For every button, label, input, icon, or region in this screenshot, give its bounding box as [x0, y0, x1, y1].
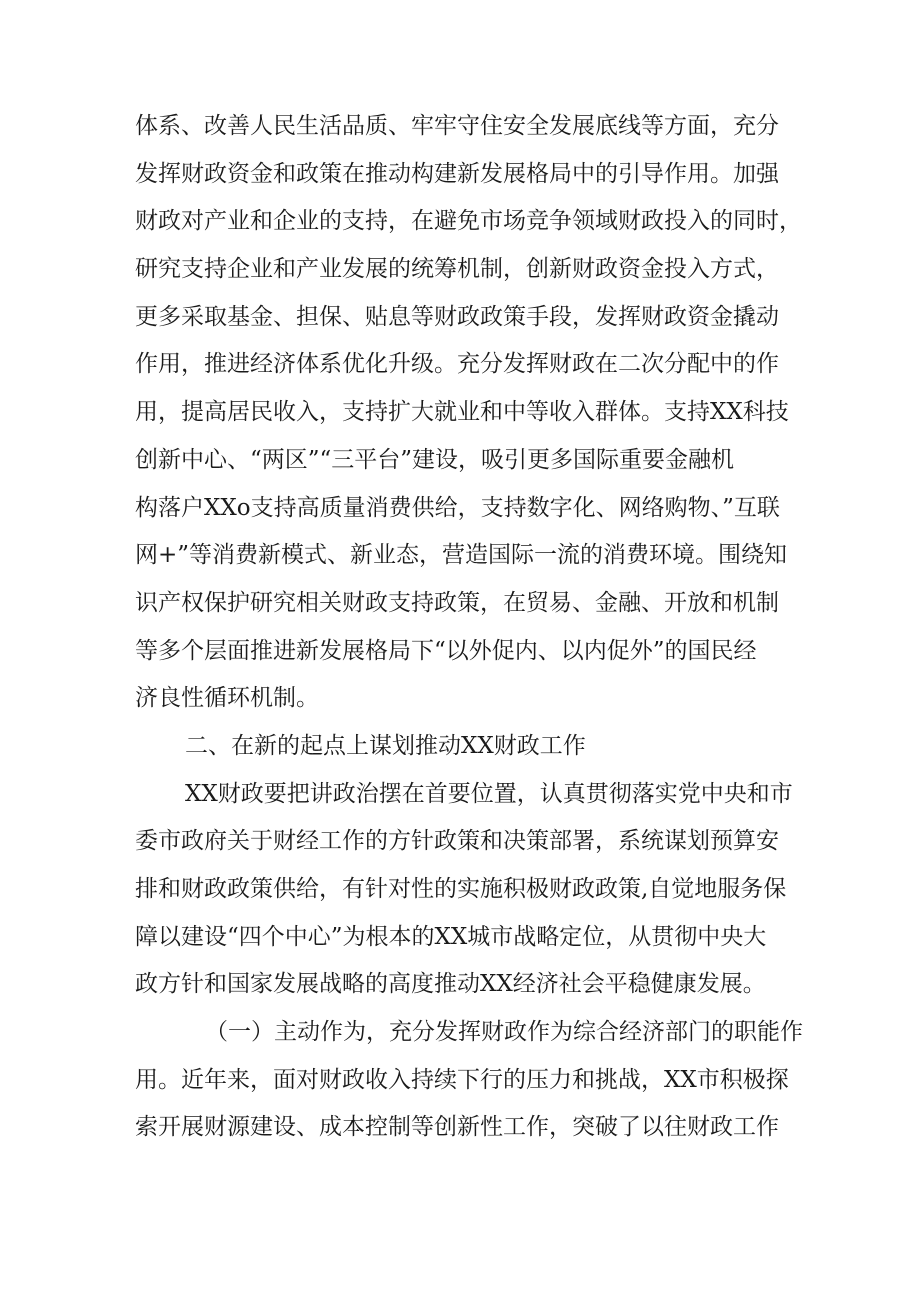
paragraph-line: 创新中心、“两区”“三平台”建设，吸引更多国际重要金融机: [135, 446, 735, 473]
paragraph-line: 识产权保护研究相关财政支持政策，在贸易、金融、开放和机制: [135, 589, 779, 616]
section-heading: 二、在新的起点上谋划推动XX财政工作: [185, 732, 586, 759]
paragraph-line: 更多采取基金、担保、贴息等财政政策手段，发挥财政资金撬动: [135, 303, 779, 330]
paragraph-line: XX财政要把讲政治摆在首要位置，认真贯彻落实党中央和市: [185, 780, 793, 807]
subsection-heading: （一）主动作为，充分发挥财政作为综合经济部门的职能作: [205, 1019, 803, 1046]
paragraph-line: 济良性循环机制。: [135, 685, 319, 712]
document-body: [135, 103, 803, 1152]
paragraph-line: 作用，推进经济体系优化升级。充分发挥财政在二次分配中的作: [135, 351, 779, 378]
paragraph-line: 索开展财源建设、成本控制等创新性工作，突破了以往财政工作: [135, 1114, 779, 1141]
paragraph-line: 排和财政政策供给，有针对性的实施积极财政政策,自觉地服务保: [135, 876, 787, 902]
paragraph-line: 等多个层面推进新发展格局下“以外促内、以内促外”的国民经: [135, 637, 757, 664]
paragraph-line: 网+”等消费新模式、新业态，营造国际一流的消费环境。围绕知: [135, 542, 788, 569]
paragraph-line: 发挥财政资金和政策在推动构建新发展格局中的引导作用。加强: [135, 160, 779, 187]
paragraph-line: 用，提高居民收入，支持扩大就业和中等收入群体。支持XX科技: [135, 399, 789, 426]
paragraph-line: 构落户XXo支持高质量消费供给，支持数字化、网络购物、”互联: [135, 494, 780, 521]
paragraph-line: 研究支持企业和产业发展的统筹机制，创新财政资金投入方式，: [135, 256, 779, 283]
paragraph-line: 障以建设“四个中心”为根本的XX城市战略定位，从贯彻中央大: [135, 923, 767, 950]
paragraph-line: 体系、改善人民生活品质、牢牢守住安全发展底线等方面，充分: [135, 113, 779, 139]
paragraph-line: 政方针和国家发展战略的高度推动XX经济社会平稳健康发展。: [135, 971, 766, 998]
paragraph-line: 用。近年来，面对财政收入持续下行的压力和挑战，XX市积极探: [135, 1066, 789, 1093]
paragraph-line: 财政对产业和企业的支持，在避免市场竞争领域财政投入的同时，: [135, 208, 802, 235]
paragraph-line: 委市政府关于财经工作的方针政策和决策部署，系统谋划预算安: [135, 828, 779, 855]
